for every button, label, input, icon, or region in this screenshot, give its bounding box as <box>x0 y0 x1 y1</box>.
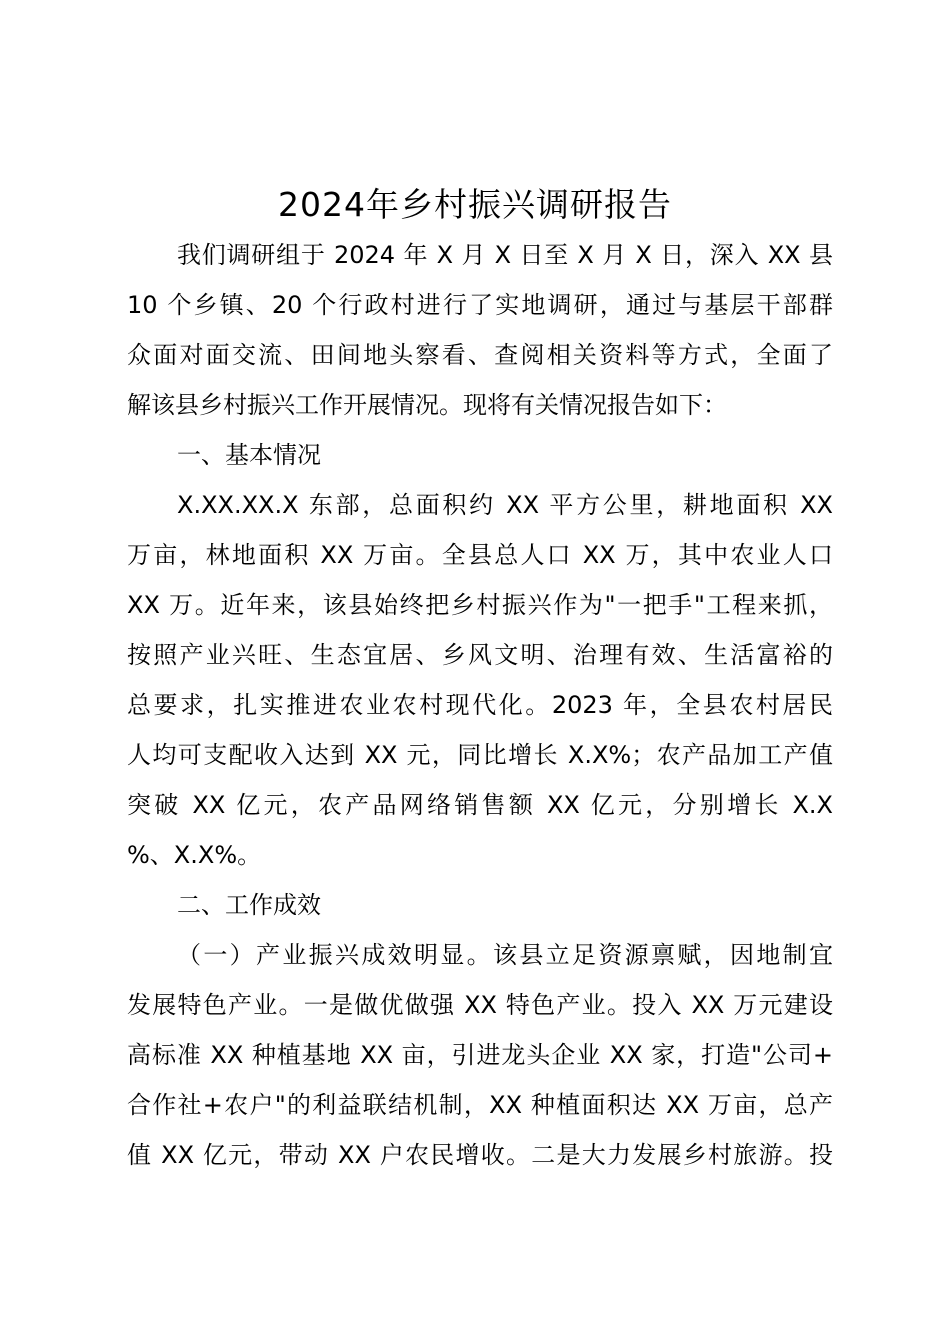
text-line: 发展特色产业。一是做优做强 XX 特色产业。投入 XX 万元建设 <box>127 991 833 1019</box>
text-line: 合作社+农户"的利益联结机制，XX 种植面积达 XX 万亩，总产 <box>127 1091 833 1119</box>
text-line: 突破 XX 亿元，农产品网络销售额 XX 亿元，分别增长 X.X <box>127 791 833 819</box>
text-line: 我们调研组于 2024 年 X 月 X 日至 X 月 X 日，深入 XX 县 <box>177 241 833 269</box>
text-line: X.XX.XX.X 东部，总面积约 XX 平方公里，耕地面积 XX <box>177 491 833 519</box>
text-line: 一、基本情况 <box>177 441 321 469</box>
text-line: XX 万。近年来，该县始终把乡村振兴作为"一把手"工程来抓， <box>127 591 833 619</box>
text-line: 二、工作成效 <box>177 891 321 919</box>
text-line: 10 个乡镇、20 个行政村进行了实地调研，通过与基层干部群 <box>127 291 833 319</box>
text-line: %、X.X%。 <box>127 841 262 869</box>
text-line: 人均可支配收入达到 XX 元，同比增长 X.X%；农产品加工产值 <box>127 741 833 769</box>
text-line: 众面对面交流、田间地头察看、查阅相关资料等方式，全面了 <box>127 341 833 369</box>
text-line: （一）产业振兴成效明显。该县立足资源禀赋，因地制宜 <box>177 941 833 969</box>
text-line: 总要求，扎实推进农业农村现代化。2023 年，全县农村居民 <box>127 691 833 719</box>
text-line: 值 XX 亿元，带动 XX 户农民增收。二是大力发展乡村旅游。投 <box>127 1141 833 1169</box>
text-line: 按照产业兴旺、生态宜居、乡风文明、治理有效、生活富裕的 <box>127 641 833 669</box>
document-title: 2024年乡村振兴调研报告 <box>278 185 672 224</box>
text-line: 万亩，林地面积 XX 万亩。全县总人口 XX 万，其中农业人口 <box>127 541 833 569</box>
text-line: 解该县乡村振兴工作开展情况。现将有关情况报告如下： <box>127 391 727 419</box>
text-line: 高标准 XX 种植基地 XX 亩，引进龙头企业 XX 家，打造"公司+ <box>127 1041 833 1069</box>
document-body <box>127 230 833 1180</box>
